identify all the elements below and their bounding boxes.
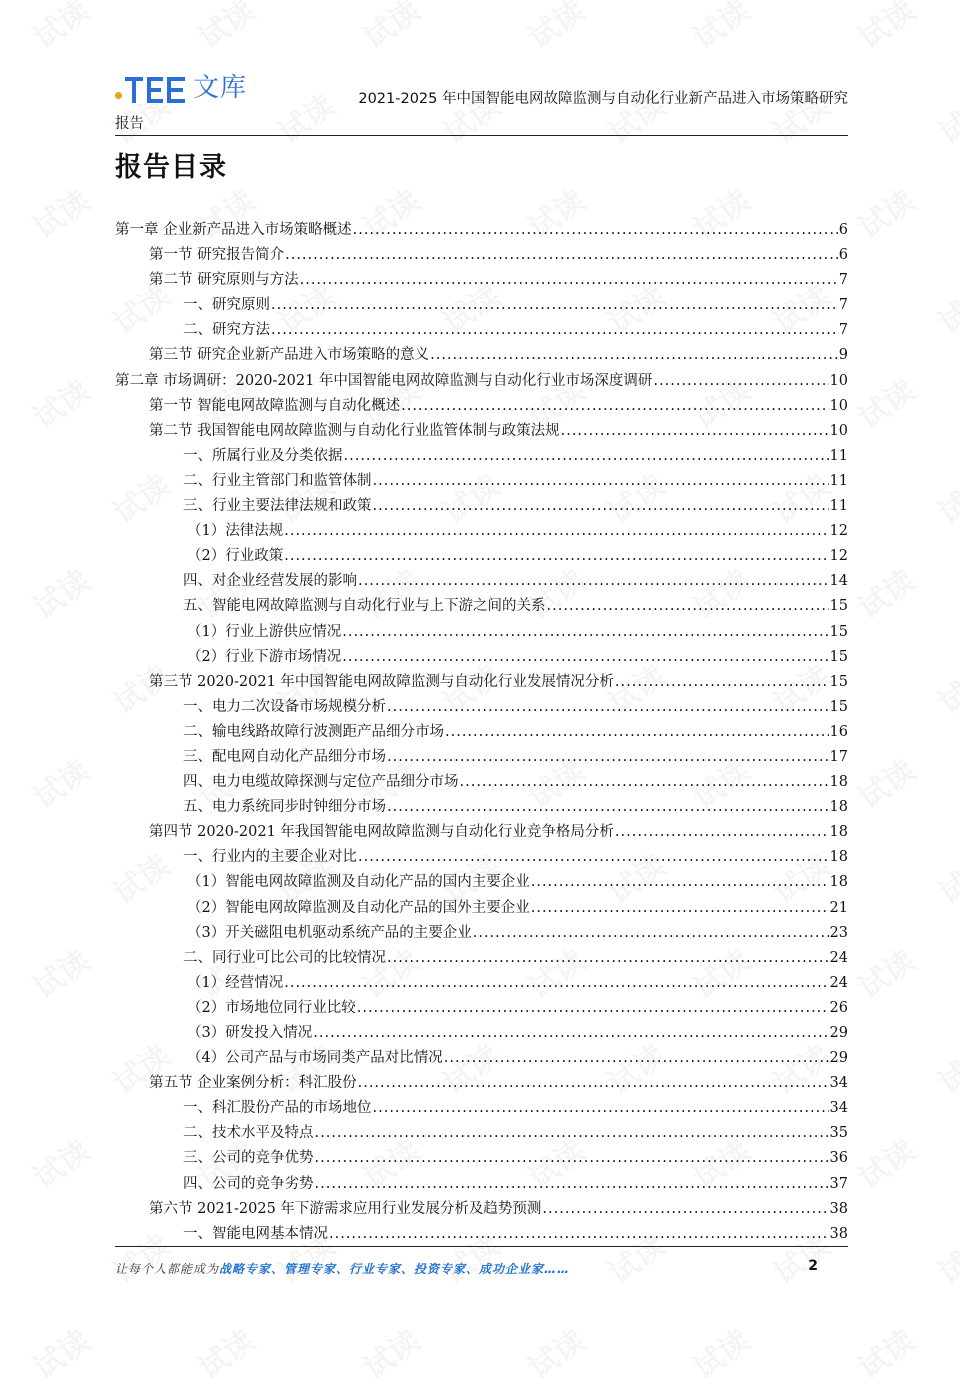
toc-entry-page: 15 <box>829 598 848 615</box>
watermark-text <box>683 1317 757 1387</box>
toc-entry-page: 34 <box>829 1075 848 1092</box>
toc-dot-leader <box>271 293 838 318</box>
toc-entry-page: 34 <box>829 1100 848 1117</box>
watermark-text <box>848 1317 922 1387</box>
toc-entry[interactable] <box>115 469 848 494</box>
logo-letters-icon <box>125 77 187 103</box>
toc-entry-title: 五、电力系统同步时钟细分市场 <box>183 799 386 816</box>
toc-dot-leader <box>445 720 829 745</box>
toc-entry-page: 10 <box>829 397 848 414</box>
watermark-text <box>23 1317 97 1387</box>
toc-dot-leader <box>284 519 828 544</box>
toc-dot-leader <box>430 343 838 368</box>
toc-entry[interactable] <box>115 343 848 368</box>
toc-entry-title: （1）行业上游供应情况 <box>187 623 342 640</box>
toc-entry[interactable] <box>115 820 848 845</box>
toc-entry-title: 第一章 企业新产品进入市场策略概述 <box>115 222 352 238</box>
toc-entry-title: 三、公司的竞争优势 <box>183 1150 314 1167</box>
toc-entry-page: 23 <box>829 924 848 941</box>
toc-entry-title: 一、电力二次设备市场规模分析 <box>183 698 386 715</box>
toc-dot-leader <box>357 996 829 1021</box>
toc-entry[interactable] <box>115 946 848 971</box>
toc-entry[interactable] <box>115 896 848 921</box>
watermark-text <box>518 0 592 57</box>
toc-entry[interactable] <box>115 293 848 318</box>
toc-dot-leader <box>615 820 829 845</box>
toc-entry-page: 11 <box>829 498 848 515</box>
toc-entry-title: 二、研究方法 <box>183 322 270 339</box>
toc-dot-leader <box>358 845 829 870</box>
watermark-text <box>848 1127 922 1197</box>
toc-entry[interactable] <box>115 1172 848 1197</box>
toc-entry-page: 14 <box>829 573 848 590</box>
toc-dot-leader <box>387 795 829 820</box>
toc-entry-title: 一、科汇股份产品的市场地位 <box>183 1100 372 1117</box>
watermark-text <box>928 462 960 532</box>
toc-dot-leader <box>547 594 829 619</box>
toc-entry-title: （4）公司产品与市场同类产品对比情况 <box>187 1050 443 1067</box>
toc-entry-title: 第四节 2020-2021 年我国智能电网故障监测与自动化行业竞争格局分析 <box>149 824 614 841</box>
toc-dot-leader <box>315 1172 829 1197</box>
toc-entry-title: 二、输电线路故障行波测距产品细分市场 <box>183 723 444 740</box>
watermark-text <box>848 937 922 1007</box>
toc-entry-title: （1）法律法规 <box>187 523 284 540</box>
watermark-text <box>848 367 922 437</box>
toc-entry[interactable] <box>115 1121 848 1146</box>
watermark-text <box>23 367 97 437</box>
toc-entry[interactable] <box>115 1046 848 1071</box>
toc-dot-leader <box>300 268 838 293</box>
toc-entry-page: 12 <box>829 548 848 565</box>
toc-entry[interactable] <box>115 1197 848 1222</box>
toc-dot-leader <box>271 318 838 343</box>
toc-entry-title: 一、所属行业及分类依据 <box>183 447 343 464</box>
toc-entry-title: （1）智能电网故障监测及自动化产品的国内主要企业 <box>187 874 530 891</box>
toc-entry-title: 二、行业主管部门和监管体制 <box>183 472 372 489</box>
watermark-text <box>848 0 922 57</box>
watermark-text <box>683 0 757 57</box>
toc-entry-page: 11 <box>829 447 848 464</box>
toc-entry-page: 11 <box>829 472 848 489</box>
toc-entry-title: 第三节 2020-2021 年中国智能电网故障监测与自动化行业发展情况分析 <box>149 673 614 690</box>
toc-entry-page: 18 <box>829 774 848 791</box>
toc-entry[interactable] <box>115 318 848 343</box>
toc-entry[interactable] <box>115 394 848 419</box>
toc-entry[interactable] <box>115 544 848 569</box>
toc-dot-leader <box>473 921 829 946</box>
toc-dot-leader <box>358 569 829 594</box>
toc-entry[interactable] <box>115 745 848 770</box>
toc-entry[interactable] <box>115 921 848 946</box>
watermark-text <box>848 557 922 627</box>
toc-dot-leader <box>329 1222 829 1247</box>
watermark-text <box>518 1317 592 1387</box>
toc-entry[interactable] <box>115 218 848 243</box>
toc-entry[interactable] <box>115 569 848 594</box>
toc-entry-title: 第二章 市场调研：2020-2021 年中国智能电网故障监测与自动化行业市场深度调研 <box>115 372 653 389</box>
toc-entry-title: 三、配电网自动化产品细分市场 <box>183 748 386 765</box>
watermark-text <box>928 842 960 912</box>
header-divider <box>115 135 848 136</box>
toc-entry-page: 36 <box>829 1150 848 1167</box>
watermark-text <box>848 177 922 247</box>
toc-dot-leader <box>542 1197 828 1222</box>
toc-entry-page: 12 <box>829 523 848 540</box>
toc-entry[interactable] <box>115 369 848 394</box>
toc-entry[interactable] <box>115 720 848 745</box>
toc-entry[interactable] <box>115 971 848 996</box>
toc-entry-title: 四、公司的竞争劣势 <box>183 1175 314 1192</box>
toc-entry-title: 二、同行业可比公司的比较情况 <box>183 949 386 966</box>
toc-dot-leader <box>353 218 838 243</box>
toc-entry-title: 四、电力电缆故障探测与定位产品细分市场 <box>183 774 459 791</box>
toc-dot-leader <box>285 243 838 268</box>
toc-dot-leader <box>284 971 828 996</box>
document-title-continuation: 报告 <box>115 116 144 132</box>
watermark-text <box>848 747 922 817</box>
toc-entry-page: 29 <box>829 1050 848 1067</box>
toc-dot-leader <box>313 1021 828 1046</box>
slogan-emphasis: 战略专家、管理专家、行业专家、投资专家、成功企业家…… <box>219 1262 571 1276</box>
toc-entry-page: 6 <box>838 222 848 238</box>
watermark-text <box>353 1317 427 1387</box>
toc-entry[interactable] <box>115 519 848 544</box>
toc-dot-leader <box>358 1071 829 1096</box>
toc-entry-page: 18 <box>829 849 848 866</box>
toc-entry-page: 24 <box>829 949 848 966</box>
footer-slogan <box>115 1260 570 1277</box>
watermark-text <box>188 0 262 57</box>
toc-dot-leader <box>315 1146 829 1171</box>
watermark-text <box>188 1317 262 1387</box>
toc-entry[interactable] <box>115 670 848 695</box>
toc-dot-leader <box>373 1096 829 1121</box>
toc-entry[interactable] <box>115 795 848 820</box>
toc-entry[interactable] <box>115 870 848 895</box>
toc-entry[interactable] <box>115 594 848 619</box>
toc-entry[interactable] <box>115 268 848 293</box>
toc-entry-title: 第一节 研究报告简介 <box>149 247 285 264</box>
toc-dot-leader <box>342 620 828 645</box>
toc-entry-title: （2）行业政策 <box>187 548 284 565</box>
toc-entry[interactable] <box>115 1071 848 1096</box>
toc-entry[interactable] <box>115 845 848 870</box>
toc-entry[interactable] <box>115 1021 848 1046</box>
toc-dot-leader <box>531 896 829 921</box>
toc-entry-page: 18 <box>829 874 848 891</box>
toc-entry-title: （2）行业下游市场情况 <box>187 648 342 665</box>
toc-entry-page: 10 <box>829 422 848 439</box>
toc-dot-leader <box>373 494 829 519</box>
toc-dot-leader <box>373 469 829 494</box>
toc-entry-title: 一、行业内的主要企业对比 <box>183 849 357 866</box>
toc-entry-title: （3）研发投入情况 <box>187 1025 313 1041</box>
watermark-text <box>23 937 97 1007</box>
toc-entry-page: 17 <box>829 748 848 765</box>
toc-entry[interactable] <box>115 996 848 1021</box>
document-title: 2021-2025 年中国智能电网故障监测与自动化行业新产品进入市场策略研究 <box>358 91 848 107</box>
toc-entry-page: 24 <box>829 974 848 991</box>
brand-logo <box>115 69 247 103</box>
toc-entry[interactable] <box>115 1222 848 1247</box>
watermark-text <box>928 272 960 342</box>
toc-entry-title: 一、智能电网基本情况 <box>183 1225 328 1242</box>
toc-entry-title: 第三节 研究企业新产品进入市场策略的意义 <box>149 347 430 364</box>
toc-entry-page: 38 <box>829 1200 848 1217</box>
toc-entry-title: 第二节 我国智能电网故障监测与自动化行业监管体制与政策法规 <box>149 422 560 439</box>
toc-dot-leader <box>444 1046 829 1071</box>
toc-entry-page: 38 <box>829 1225 848 1242</box>
watermark-text <box>928 1032 960 1102</box>
toc-entry[interactable] <box>115 1146 848 1171</box>
toc-entry-page: 35 <box>829 1125 848 1142</box>
toc-entry-page: 15 <box>829 623 848 640</box>
slogan-lead: 让每个人都能成为 <box>115 1262 220 1276</box>
toc-entry[interactable] <box>115 494 848 519</box>
footer-divider <box>115 1246 848 1247</box>
toc-entry-page: 26 <box>829 999 848 1016</box>
toc-entry[interactable] <box>115 444 848 469</box>
toc-entry-title: 第六节 2021-2025 年下游需求应用行业发展分析及趋势预测 <box>149 1200 542 1217</box>
toc-dot-leader <box>561 419 829 444</box>
toc-entry-page: 7 <box>838 272 848 289</box>
watermark-text <box>353 0 427 57</box>
toc-entry-page: 21 <box>829 899 848 916</box>
table-of-contents <box>115 218 848 1247</box>
toc-entry-page: 6 <box>838 247 848 264</box>
toc-entry-title: 四、对企业经营发展的影响 <box>183 573 357 590</box>
logo-text: 文库 <box>193 73 248 103</box>
toc-dot-leader <box>315 1121 829 1146</box>
toc-dot-leader <box>342 645 828 670</box>
toc-dot-leader <box>284 544 828 569</box>
toc-entry-title: （2）市场地位同行业比较 <box>187 999 356 1016</box>
page-header <box>115 65 848 137</box>
watermark-text <box>23 747 97 817</box>
toc-entry-title: 第五节 企业案例分析：科汇股份 <box>149 1075 357 1092</box>
toc-entry-title: 第一节 智能电网故障监测与自动化概述 <box>149 397 401 414</box>
toc-dot-leader <box>344 444 829 469</box>
toc-entry[interactable] <box>115 645 848 670</box>
toc-entry-title: （1）经营情况 <box>187 974 284 991</box>
toc-entry[interactable] <box>115 419 848 444</box>
toc-entry-page: 15 <box>829 648 848 665</box>
toc-dot-leader <box>387 946 829 971</box>
toc-entry-title: （2）智能电网故障监测及自动化产品的国外主要企业 <box>187 899 530 916</box>
watermark-text <box>928 1222 960 1292</box>
toc-entry[interactable] <box>115 695 848 720</box>
page-number: 2 <box>808 1258 818 1274</box>
toc-entry-page: 29 <box>829 1025 848 1041</box>
toc-entry[interactable] <box>115 1096 848 1121</box>
toc-entry-page: 9 <box>838 347 848 364</box>
watermark-text <box>23 177 97 247</box>
toc-entry-title: 二、技术水平及特点 <box>183 1125 314 1142</box>
watermark-text <box>23 557 97 627</box>
toc-entry-title: 五、智能电网故障监测与自动化行业与上下游之间的关系 <box>183 598 546 615</box>
logo-dot-icon <box>115 92 122 99</box>
watermark-text <box>23 0 97 57</box>
watermark-text <box>928 652 960 722</box>
page-footer <box>115 1260 848 1280</box>
toc-entry-page: 10 <box>829 372 848 389</box>
toc-dot-leader <box>531 870 829 895</box>
toc-entry[interactable] <box>115 620 848 645</box>
toc-entry-title: 第二节 研究原则与方法 <box>149 272 299 289</box>
toc-dot-leader <box>615 670 829 695</box>
page-title: 报告目录 <box>115 152 227 183</box>
toc-entry-page: 18 <box>829 824 848 841</box>
toc-entry-title: 一、研究原则 <box>183 297 270 314</box>
toc-dot-leader <box>387 695 829 720</box>
toc-entry-page: 37 <box>829 1175 848 1192</box>
toc-entry-page: 15 <box>829 673 848 690</box>
toc-dot-leader <box>387 745 829 770</box>
toc-entry[interactable] <box>115 243 848 268</box>
toc-dot-leader <box>653 369 828 394</box>
toc-entry-page: 7 <box>838 322 848 339</box>
toc-dot-leader <box>460 770 829 795</box>
toc-entry-page: 16 <box>829 723 848 740</box>
toc-entry-title: 三、行业主要法律法规和政策 <box>183 498 372 515</box>
toc-dot-leader <box>401 394 828 419</box>
logo-mark-icon <box>125 77 187 103</box>
toc-entry-title: （3）开关磁阻电机驱动系统产品的主要企业 <box>187 924 472 941</box>
watermark-text <box>23 1127 97 1197</box>
toc-entry-page: 7 <box>838 297 848 314</box>
toc-entry[interactable] <box>115 770 848 795</box>
toc-entry-page: 18 <box>829 799 848 816</box>
watermark-text <box>928 82 960 152</box>
toc-entry-page: 15 <box>829 698 848 715</box>
